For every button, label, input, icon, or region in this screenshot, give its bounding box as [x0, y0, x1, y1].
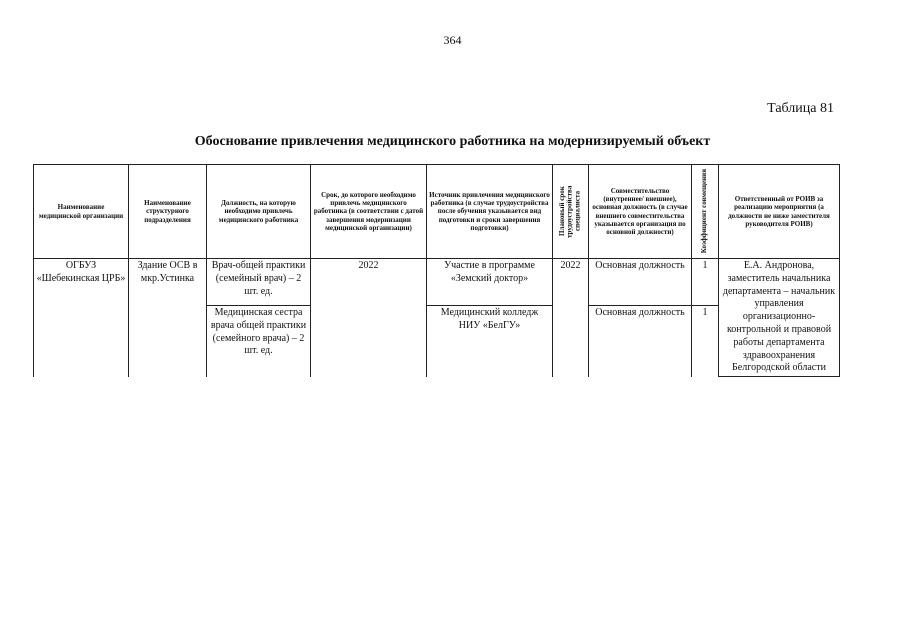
cell-position-1: Врач-общей практики (семейный врач) – 2 шт. ед.	[207, 259, 311, 306]
document-title: Обоснование привлечения медицинского работника на модернизируемый объект	[194, 134, 711, 149]
cell-subdivision: Здание ОСВ в мкр.Устинка	[129, 259, 207, 377]
page-number: 364	[443, 33, 462, 47]
table-label: Таблица 81	[767, 101, 834, 116]
cell-coefficient-2: 1	[692, 306, 719, 377]
cell-deadline: 2022	[311, 259, 427, 377]
justification-table	[33, 164, 840, 377]
header-subdivision: Наименование структурного подразделения	[129, 165, 207, 259]
cell-source-2: Медицинский колледж НИУ «БелГУ»	[427, 306, 553, 377]
header-planned-term	[553, 165, 589, 259]
header-row	[34, 165, 840, 259]
header-responsible: Ответственный от РОИВ за реализацию мероприятия (а должности не ниже заместителя руководителя РОИВ)	[719, 165, 840, 259]
header-position: Должность, на которую необходимо привлечь медицинского работника	[207, 165, 311, 259]
header-coefficient	[692, 165, 719, 259]
cell-combination-1: Основная должность	[589, 259, 692, 306]
cell-responsible: Е.А. Андронова, заместитель начальника департамента – начальник управления организационно-контрольной и правовой работы департамента здравоохранения Белгородской области	[719, 259, 840, 377]
cell-position-2: Медицинская сестра врача общей практики (семейного врача) – 2 шт. ед.	[207, 306, 311, 377]
cell-coefficient-1: 1	[692, 259, 719, 306]
header-source: Источник привлечения медицинского работника (в случае трудоустройства после обучения указывается вид подготовки и сроки завершения подготовки)	[427, 165, 553, 259]
table-row	[34, 259, 840, 306]
header-coefficient-text: Коэффициент совмещения	[700, 169, 709, 254]
header-combination: Совместительство (внутреннее/ внешнее), основная должность (в случае внешнего совместительства указывается организация по основной должности)	[589, 165, 692, 259]
header-organization: Наименование медицинской организации	[34, 165, 129, 259]
header-deadline: Срок, до которого необходимо привлечь медицинского работника (в соответствии с датой завершения модернизации медицинской организации)	[311, 165, 427, 259]
cell-organization: ОГБУЗ «Шебекинская ЦРБ»	[34, 259, 129, 377]
cell-planned-term: 2022	[553, 259, 589, 377]
cell-source-1: Участие в программе «Земский доктор»	[427, 259, 553, 306]
header-planned-term-text: Плановый срок трудоустройства специалиста	[557, 185, 582, 238]
cell-combination-2: Основная должность	[589, 306, 692, 377]
